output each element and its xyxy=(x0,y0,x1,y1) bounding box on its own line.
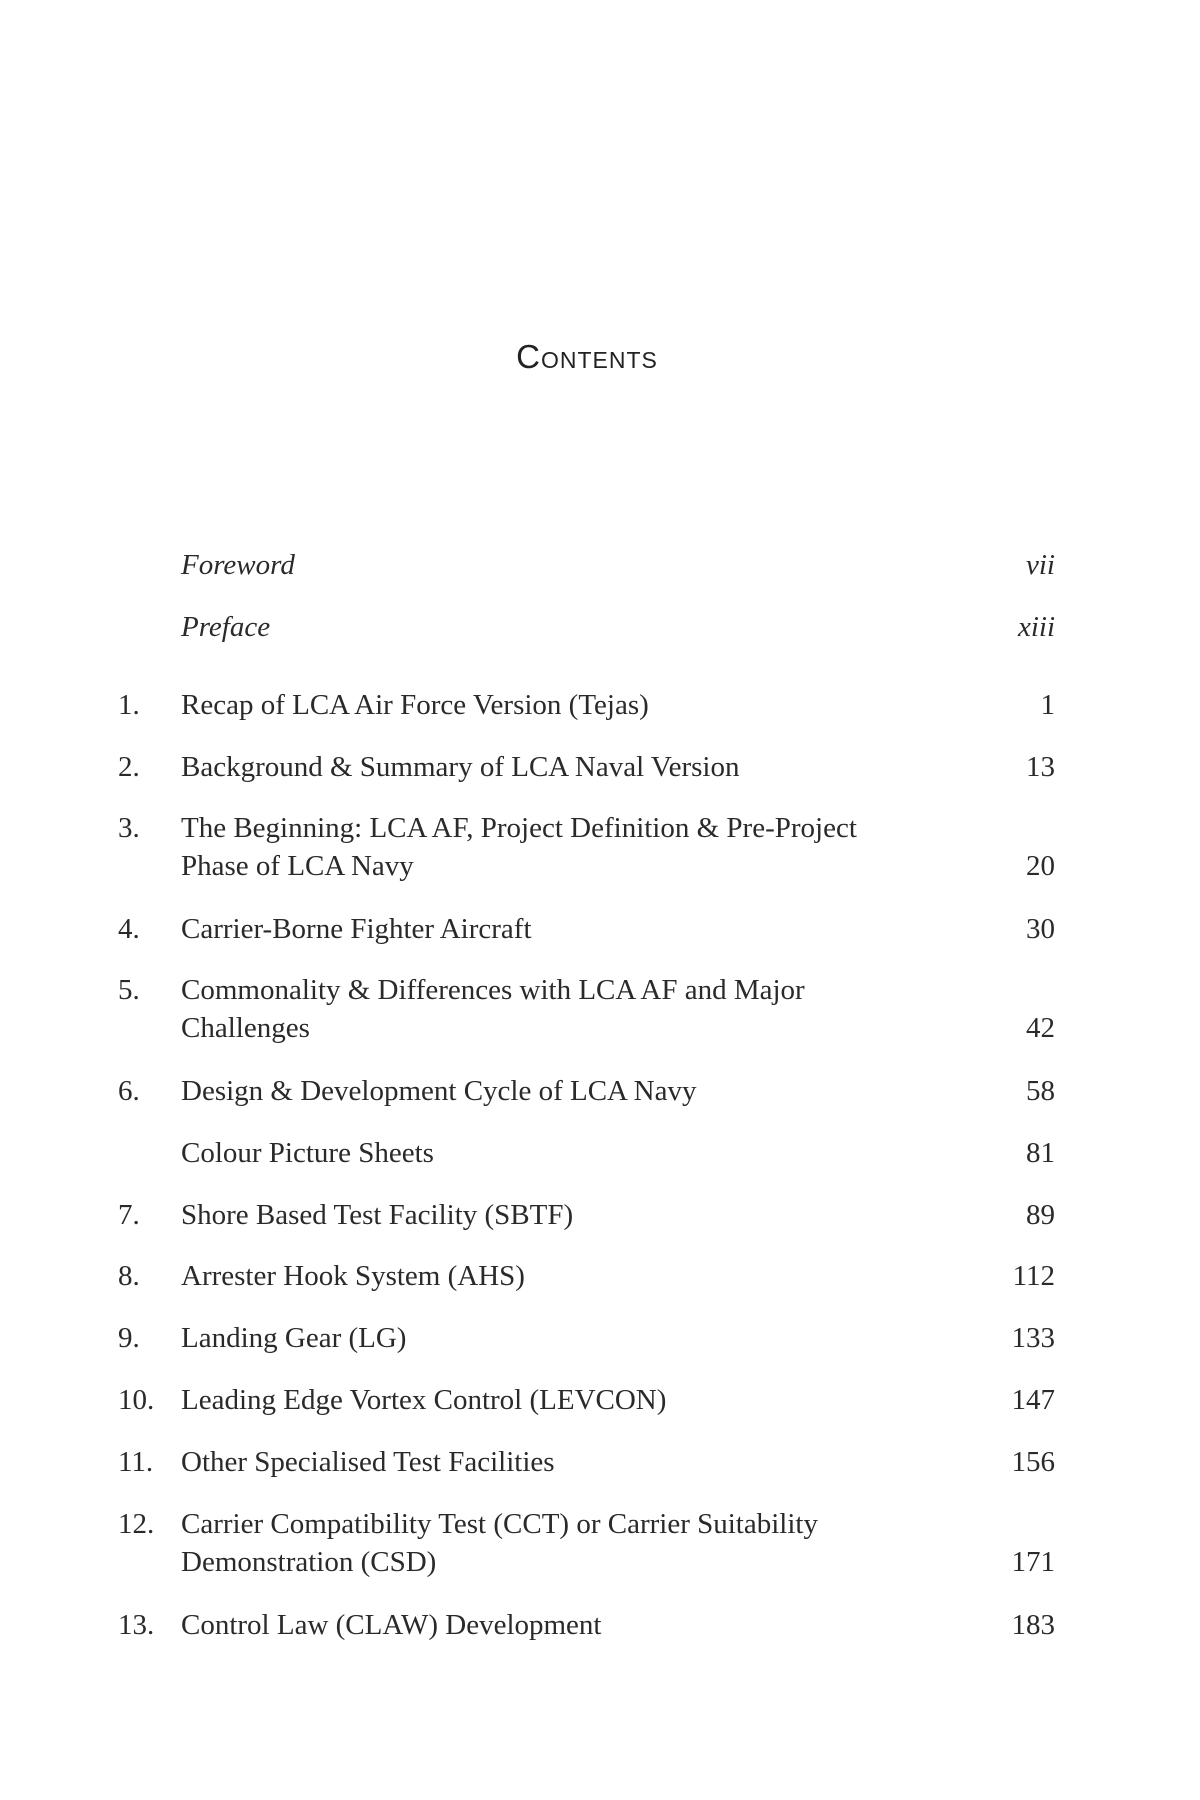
toc-entry-page: 30 xyxy=(1026,913,1055,945)
toc-entry-title-line: Colour Picture Sheets xyxy=(181,1137,434,1169)
toc-entry-page: xiii xyxy=(1017,611,1055,643)
toc-entry xyxy=(118,1072,1055,1110)
toc-entry-number: 13. xyxy=(118,1609,155,1641)
toc-entry-title-line: Challenges xyxy=(181,1012,310,1044)
toc-entry-page: 133 xyxy=(1011,1322,1055,1354)
toc-entry-page: 112 xyxy=(1012,1260,1055,1292)
toc-entry-page: 58 xyxy=(1026,1075,1055,1107)
toc-entry-title-line: Leading Edge Vortex Control (LEVCON) xyxy=(181,1384,667,1416)
toc-entry-title-line: Phase of LCA Navy xyxy=(181,850,414,882)
toc-entry-page: 147 xyxy=(1011,1384,1055,1416)
toc-entry-page: 42 xyxy=(1026,1012,1055,1044)
toc-entry-page: 20 xyxy=(1026,850,1055,882)
toc-entry-title xyxy=(181,1606,941,1644)
toc-entry-title-line: Background & Summary of LCA Naval Version xyxy=(181,751,740,783)
toc-entry xyxy=(118,1196,1055,1234)
toc-entry-page: 171 xyxy=(1011,1546,1055,1578)
toc-entry-title xyxy=(181,1505,941,1581)
toc-entry xyxy=(118,971,1055,1047)
toc-entry-page: 89 xyxy=(1026,1199,1055,1231)
toc-entry-title: Foreword xyxy=(181,549,295,581)
toc-entry-title xyxy=(181,809,941,885)
toc-entry xyxy=(118,809,1055,885)
toc-entry xyxy=(118,1505,1055,1581)
toc-entry-number: 3. xyxy=(118,812,140,844)
toc-entry-foreword xyxy=(118,546,1055,584)
toc-entry-title xyxy=(181,686,941,724)
toc-entry-title xyxy=(181,910,941,948)
toc-entry-title xyxy=(181,748,941,786)
toc-entry-page: 156 xyxy=(1011,1446,1055,1478)
toc-entry-page: 183 xyxy=(1011,1609,1055,1641)
toc-entry-number: 8. xyxy=(118,1260,140,1292)
toc-entry-page: 81 xyxy=(1026,1137,1055,1169)
toc-entry-title xyxy=(181,1443,941,1481)
toc-entry-number: 6. xyxy=(118,1075,140,1107)
toc-entry-title xyxy=(181,1319,941,1357)
toc-entry xyxy=(118,1134,1055,1172)
toc-entry-title xyxy=(181,1134,941,1172)
toc-entry-number: 11. xyxy=(118,1446,154,1478)
toc-entry-page: 13 xyxy=(1026,751,1055,783)
toc-entry-number: 4. xyxy=(118,913,140,945)
toc-entry-number: 2. xyxy=(118,751,140,783)
toc-entry-title-line: Demonstration (CSD) xyxy=(181,1546,437,1578)
toc-entry xyxy=(118,1257,1055,1295)
toc-entry-title-line: The Beginning: LCA AF, Project Definition & Pre-Project xyxy=(181,812,857,844)
toc-entry-title-line: Arrester Hook System (AHS) xyxy=(181,1260,525,1292)
toc-entry-page: vii xyxy=(1026,549,1055,581)
toc-entry-title-line: Recap of LCA Air Force Version (Tejas) xyxy=(181,689,649,721)
toc-entry-title: Preface xyxy=(181,611,271,643)
toc-entry-title xyxy=(181,971,941,1047)
toc-entry xyxy=(118,1606,1055,1644)
toc-entry-number: 1. xyxy=(118,689,140,721)
toc-entry xyxy=(118,748,1055,786)
toc-entry xyxy=(118,1443,1055,1481)
toc-entry-number: 7. xyxy=(118,1199,140,1231)
toc-entry-title-line: Shore Based Test Facility (SBTF) xyxy=(181,1199,574,1231)
toc-entry xyxy=(118,686,1055,724)
toc-entry xyxy=(118,910,1055,948)
toc-entry-title-line: Design & Development Cycle of LCA Navy xyxy=(181,1075,697,1107)
toc-entry-title-line: Control Law (CLAW) Development xyxy=(181,1609,602,1641)
toc-entry-title-line: Landing Gear (LG) xyxy=(181,1322,407,1354)
toc-entry-title-line: Carrier Compatibility Test (CCT) or Carrier Suitability xyxy=(181,1508,818,1540)
toc-entry xyxy=(118,1381,1055,1419)
toc-entry-number: 5. xyxy=(118,974,140,1006)
toc-entry-preface xyxy=(118,608,1055,646)
toc-entry-title-line: Carrier-Borne Fighter Aircraft xyxy=(181,913,532,945)
toc-entry-title-line: Other Specialised Test Facilities xyxy=(181,1446,555,1478)
toc-entry-title-line: Commonality & Differences with LCA AF and Major xyxy=(181,974,805,1006)
toc-entry-number: 12. xyxy=(118,1508,155,1540)
toc-entry-title xyxy=(181,1196,941,1234)
toc-entry-title xyxy=(181,1381,941,1419)
toc-entry-title xyxy=(181,1072,941,1110)
toc-entry-number: 9. xyxy=(118,1322,140,1354)
toc-entry-number: 10. xyxy=(118,1384,155,1416)
page-title: Contents xyxy=(516,338,658,375)
toc-entry-page: 1 xyxy=(1040,689,1055,721)
toc-entry xyxy=(118,1319,1055,1357)
toc-entry-title xyxy=(181,1257,941,1295)
